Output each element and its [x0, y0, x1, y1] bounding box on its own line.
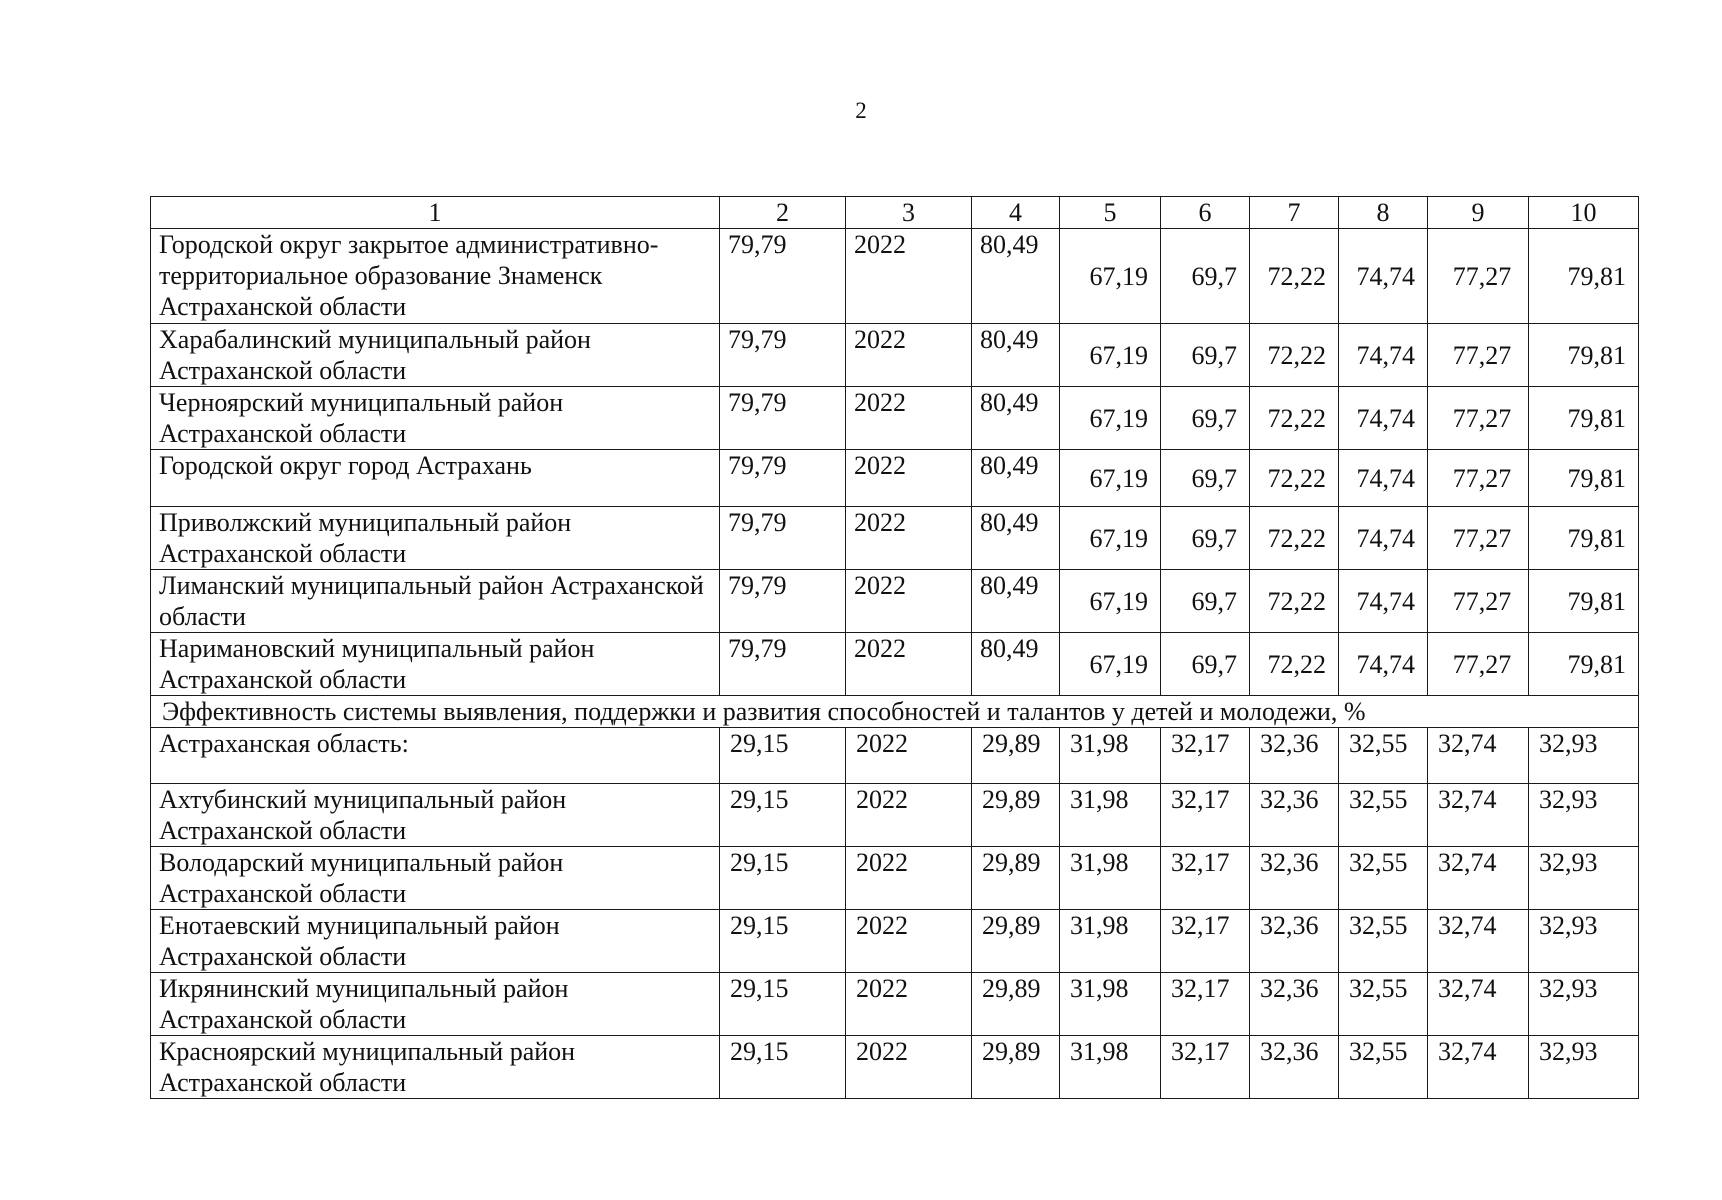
value-cell: 74,74	[1339, 633, 1428, 696]
region-name-cell: Астраханская область:	[151, 728, 720, 784]
value-cell: 32,93	[1529, 847, 1639, 910]
value-cell: 2022	[846, 507, 972, 570]
value-cell: 32,17	[1161, 1036, 1250, 1099]
value-cell: 79,79	[720, 507, 846, 570]
value-cell: 67,19	[1060, 507, 1161, 570]
value-cell: 31,98	[1060, 847, 1161, 910]
region-name-cell: Лиманский муниципальный район Астраханской области	[151, 570, 720, 633]
region-name-cell: Городской округ город Астрахань	[151, 450, 720, 507]
value-cell: 69,7	[1161, 324, 1250, 387]
value-cell: 80,49	[972, 507, 1060, 570]
table-row	[151, 1036, 1639, 1099]
header-cell: 7	[1250, 197, 1339, 229]
value-cell: 31,98	[1060, 728, 1161, 784]
value-cell: 2022	[846, 784, 972, 847]
value-cell: 67,19	[1060, 324, 1161, 387]
value-cell: 79,79	[720, 324, 846, 387]
value-cell: 32,74	[1428, 910, 1529, 973]
value-cell: 32,36	[1250, 784, 1339, 847]
value-cell: 32,36	[1250, 973, 1339, 1036]
region-name-cell: Наримановский муниципальный район Астраханской области	[151, 633, 720, 696]
value-cell: 2022	[846, 728, 972, 784]
value-cell: 29,15	[720, 847, 846, 910]
value-cell: 79,79	[720, 450, 846, 507]
value-cell: 79,79	[720, 570, 846, 633]
header-cell: 10	[1529, 197, 1639, 229]
value-cell: 72,22	[1250, 507, 1339, 570]
value-cell: 77,27	[1428, 570, 1529, 633]
value-cell: 29,15	[720, 784, 846, 847]
value-cell: 2022	[846, 633, 972, 696]
value-cell: 2022	[846, 847, 972, 910]
value-cell: 80,49	[972, 387, 1060, 450]
value-cell: 72,22	[1250, 570, 1339, 633]
header-cell: 3	[846, 197, 972, 229]
table-row	[151, 507, 1639, 570]
header-cell: 6	[1161, 197, 1250, 229]
value-cell: 77,27	[1428, 324, 1529, 387]
value-cell: 32,17	[1161, 910, 1250, 973]
value-cell: 32,93	[1529, 728, 1639, 784]
table-row	[151, 229, 1639, 324]
value-cell: 2022	[846, 910, 972, 973]
value-cell: 29,15	[720, 973, 846, 1036]
value-cell: 67,19	[1060, 570, 1161, 633]
value-cell: 32,17	[1161, 784, 1250, 847]
value-cell: 69,7	[1161, 570, 1250, 633]
value-cell: 69,7	[1161, 633, 1250, 696]
table-row	[151, 847, 1639, 910]
value-cell: 79,79	[720, 387, 846, 450]
value-cell: 67,19	[1060, 450, 1161, 507]
value-cell: 69,7	[1161, 507, 1250, 570]
table-row	[151, 784, 1639, 847]
value-cell: 2022	[846, 1036, 972, 1099]
value-cell: 80,49	[972, 450, 1060, 507]
value-cell: 32,93	[1529, 910, 1639, 973]
region-name-cell: Городской округ закрытое административно-территориальное образование Знаменск Астраханской области	[151, 229, 720, 324]
value-cell: 31,98	[1060, 973, 1161, 1036]
value-cell: 32,17	[1161, 728, 1250, 784]
table-row	[151, 973, 1639, 1036]
value-cell: 80,49	[972, 324, 1060, 387]
value-cell: 32,36	[1250, 910, 1339, 973]
value-cell: 72,22	[1250, 633, 1339, 696]
value-cell: 2022	[846, 973, 972, 1036]
section-row	[151, 696, 1639, 728]
value-cell: 74,74	[1339, 229, 1428, 324]
value-cell: 31,98	[1060, 1036, 1161, 1099]
value-cell: 79,81	[1529, 570, 1639, 633]
value-cell: 31,98	[1060, 784, 1161, 847]
header-cell: 4	[972, 197, 1060, 229]
value-cell: 77,27	[1428, 633, 1529, 696]
value-cell: 69,7	[1161, 387, 1250, 450]
header-cell: 5	[1060, 197, 1161, 229]
header-cell: 2	[720, 197, 846, 229]
value-cell: 32,93	[1529, 973, 1639, 1036]
value-cell: 2022	[846, 570, 972, 633]
indicators-table	[150, 196, 1639, 1099]
value-cell: 32,74	[1428, 728, 1529, 784]
value-cell: 32,55	[1339, 784, 1428, 847]
value-cell: 2022	[846, 387, 972, 450]
value-cell: 32,55	[1339, 910, 1428, 973]
value-cell: 77,27	[1428, 450, 1529, 507]
value-cell: 74,74	[1339, 324, 1428, 387]
table-row	[151, 387, 1639, 450]
value-cell: 32,17	[1161, 847, 1250, 910]
value-cell: 32,36	[1250, 847, 1339, 910]
region-name-cell: Красноярский муниципальный район Астраханской области	[151, 1036, 720, 1099]
value-cell: 32,74	[1428, 973, 1529, 1036]
value-cell: 74,74	[1339, 507, 1428, 570]
table-row	[151, 728, 1639, 784]
value-cell: 32,93	[1529, 1036, 1639, 1099]
value-cell: 74,74	[1339, 387, 1428, 450]
value-cell: 29,15	[720, 728, 846, 784]
value-cell: 79,81	[1529, 633, 1639, 696]
value-cell: 79,81	[1529, 387, 1639, 450]
table-row	[151, 450, 1639, 507]
value-cell: 72,22	[1250, 324, 1339, 387]
value-cell: 72,22	[1250, 450, 1339, 507]
value-cell: 80,49	[972, 229, 1060, 324]
page-number: 2	[855, 98, 867, 123]
section-title: Эффективность системы выявления, поддержки и развития способностей и талантов у детей и молодежи, %	[151, 696, 1639, 728]
value-cell: 32,55	[1339, 728, 1428, 784]
region-name-cell: Приволжский муниципальный район Астраханской области	[151, 507, 720, 570]
value-cell: 32,36	[1250, 728, 1339, 784]
value-cell: 77,27	[1428, 229, 1529, 324]
value-cell: 32,74	[1428, 784, 1529, 847]
value-cell: 80,49	[972, 570, 1060, 633]
value-cell: 67,19	[1060, 633, 1161, 696]
table-row	[151, 910, 1639, 973]
value-cell: 79,81	[1529, 450, 1639, 507]
header-cell: 9	[1428, 197, 1529, 229]
value-cell: 31,98	[1060, 910, 1161, 973]
header-cell: 8	[1339, 197, 1428, 229]
region-name-cell: Харабалинский муниципальный район Астраханской области	[151, 324, 720, 387]
region-name-cell: Ахтубинский муниципальный район Астраханской области	[151, 784, 720, 847]
table-row	[151, 324, 1639, 387]
value-cell: 32,55	[1339, 847, 1428, 910]
value-cell: 2022	[846, 324, 972, 387]
value-cell: 2022	[846, 450, 972, 507]
value-cell: 79,81	[1529, 507, 1639, 570]
table-row	[151, 570, 1639, 633]
region-name-cell: Володарский муниципальный район Астраханской области	[151, 847, 720, 910]
value-cell: 79,81	[1529, 324, 1639, 387]
value-cell: 29,15	[720, 1036, 846, 1099]
value-cell: 67,19	[1060, 229, 1161, 324]
value-cell: 72,22	[1250, 229, 1339, 324]
value-cell: 74,74	[1339, 570, 1428, 633]
value-cell: 32,74	[1428, 1036, 1529, 1099]
value-cell: 29,89	[972, 973, 1060, 1036]
value-cell: 69,7	[1161, 450, 1250, 507]
value-cell: 79,79	[720, 229, 846, 324]
value-cell: 79,81	[1529, 229, 1639, 324]
value-cell: 69,7	[1161, 229, 1250, 324]
value-cell: 79,79	[720, 633, 846, 696]
value-cell: 77,27	[1428, 387, 1529, 450]
value-cell: 67,19	[1060, 387, 1161, 450]
value-cell: 32,17	[1161, 973, 1250, 1036]
value-cell: 29,89	[972, 910, 1060, 973]
header-row	[151, 197, 1639, 229]
value-cell: 29,89	[972, 847, 1060, 910]
value-cell: 29,89	[972, 728, 1060, 784]
value-cell: 29,89	[972, 1036, 1060, 1099]
value-cell: 77,27	[1428, 507, 1529, 570]
region-name-cell: Икрянинский муниципальный район Астраханской области	[151, 973, 720, 1036]
region-name-cell: Енотаевский муниципальный район Астраханской области	[151, 910, 720, 973]
value-cell: 74,74	[1339, 450, 1428, 507]
value-cell: 2022	[846, 229, 972, 324]
value-cell: 32,55	[1339, 973, 1428, 1036]
value-cell: 32,93	[1529, 784, 1639, 847]
value-cell: 32,36	[1250, 1036, 1339, 1099]
value-cell: 29,15	[720, 910, 846, 973]
value-cell: 32,74	[1428, 847, 1529, 910]
region-name-cell: Черноярский муниципальный район Астраханской области	[151, 387, 720, 450]
value-cell: 80,49	[972, 633, 1060, 696]
table-row	[151, 633, 1639, 696]
value-cell: 29,89	[972, 784, 1060, 847]
value-cell: 72,22	[1250, 387, 1339, 450]
header-cell: 1	[151, 197, 720, 229]
value-cell: 32,55	[1339, 1036, 1428, 1099]
